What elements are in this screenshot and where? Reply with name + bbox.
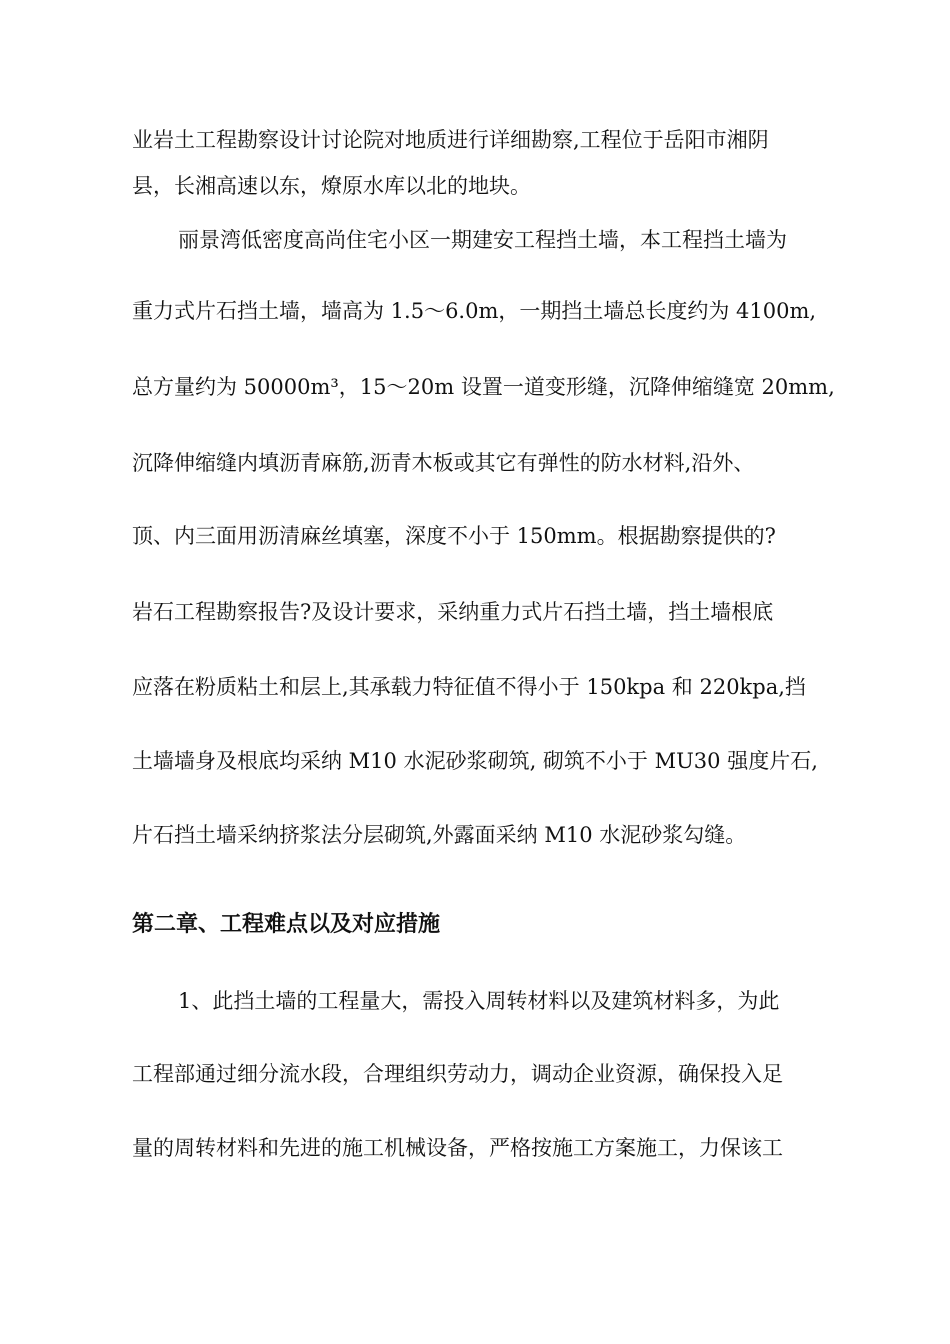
paragraph-line: 沉降伸缩缝内填沥青麻筋,沥青木板或其它有弹性的防水材料,沿外、	[132, 451, 755, 475]
paragraph-line: 顶、内三面用沥清麻丝填塞，深度不小于 150mm。根据勘察提供的?	[132, 524, 776, 548]
paragraph-line: 丽景湾低密度高尚住宅小区一期建安工程挡土墙，本工程挡土墙为	[178, 228, 787, 252]
paragraph-line: 总方量约为 50000m³，15～20m 设置一道变形缝，沉降伸缩缝宽 20mm,	[132, 375, 835, 399]
paragraph-line: 片石挡土墙采纳挤浆法分层砌筑,外露面采纳 M10 水泥砂浆勾缝。	[132, 823, 747, 847]
chapter-heading: 第二章、工程难点以及对应措施	[132, 912, 441, 937]
paragraph-line: 1、此挡土墙的工程量大，需投入周转材料以及建筑材料多，为此	[178, 989, 780, 1013]
paragraph-line: 应落在粉质粘土和层上,其承载力特征值不得小于 150kpa 和 220kpa,挡	[132, 675, 806, 699]
paragraph-line: 土墙墙身及根底均采纳 M10 水泥砂浆砌筑, 砌筑不小于 MU30 强度片石,	[132, 749, 818, 773]
paragraph-line: 量的周转材料和先进的施工机械设备，严格按施工方案施工，力保该工	[132, 1136, 783, 1160]
paragraph-line: 工程部通过细分流水段，合理组织劳动力，调动企业资源，确保投入足	[132, 1062, 783, 1086]
paragraph-line: 重力式片石挡土墙，墙高为 1.5～6.0m，一期挡土墙总长度约为 4100m,	[132, 299, 817, 323]
paragraph-line: 岩石工程勘察报告?及设计要求，采纳重力式片石挡土墙，挡土墙根底	[132, 600, 774, 624]
paragraph-line: 县，长湘高速以东，燎原水库以北的地块。	[132, 174, 531, 198]
paragraph-line: 业岩土工程勘察设计讨论院对地质进行详细勘察,工程位于岳阳市湘阴	[132, 128, 769, 152]
